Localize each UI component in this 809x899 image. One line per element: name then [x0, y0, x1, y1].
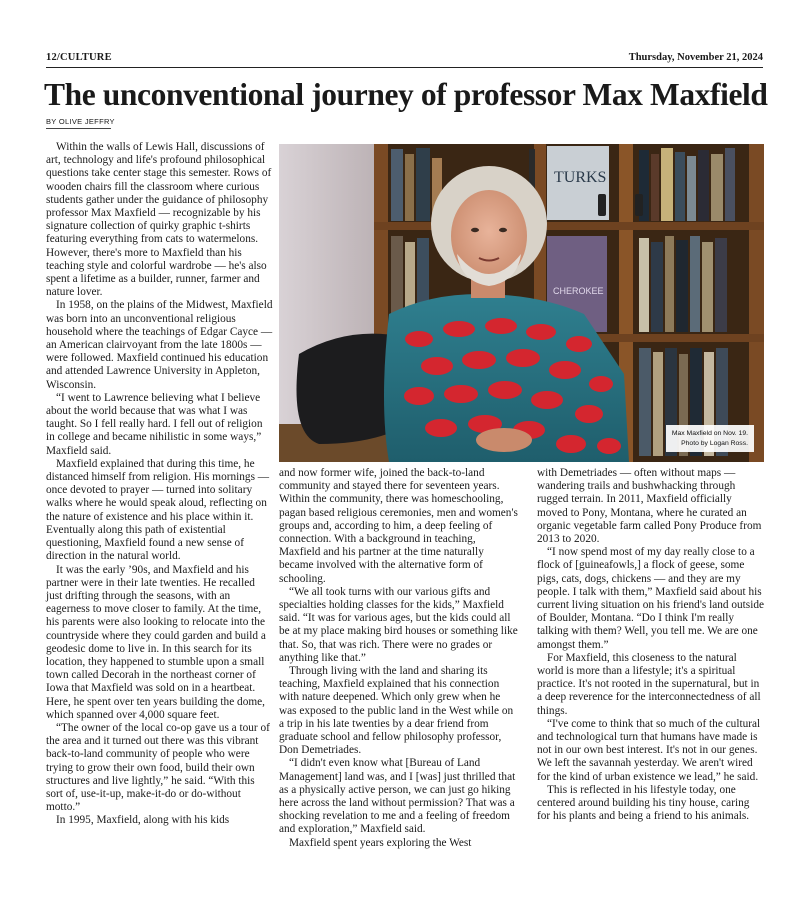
paragraph: “I've come to think that so much of the cultural and technological turn that humans have made is not in our own best interest. It's not in our genes. We left the savannah yesterday. We aren't wired for the kind of urban existence we lead,” he said. [537, 717, 761, 783]
header-rule [46, 67, 763, 68]
paragraph: “We all took turns with our various gifts and specialties holding classes for the kids,” Maxfield said. “It was for various ages, but the kids could all be at my place making bird houses or something like that. So, that was rich. There were no grades or anything like that.” [279, 585, 518, 664]
paragraph: “The owner of the local co-op gave us a tour of the area and it turned out there was this vibrant back-to-land community of people who were trying to grow their own food, build their own structures and live lightly,” he said. “With this sort of, use-it-up, make-it-do or do-without motto.” [46, 721, 270, 814]
paragraph: “I went to Lawrence believing what I believe about the world because that was what I was taught. So I fell really hard. I fell out of religion in college and became nihilistic in some ways,” Maxfield said. [46, 391, 263, 457]
caption-line-1: Max Maxfield on Nov. 19. [671, 430, 748, 437]
paragraph: In 1958, on the plains of the Midwest, Maxfield was born into an unconventional religious household where the teachings of Edgar Cayce — an American clairvoyant from the late 1800s — were followed. Maxfield continued his education and attended Lawrence University in Appleton, Wisconsin. [46, 299, 273, 391]
issue-date: Thursday, November 21, 2024 [628, 52, 763, 63]
paragraph: Through living with the land and sharing its teaching, Maxfield explained that his connection with nature deepened. Which only grew when he was exposed to the public land in the West while on a trip in his late twenties by a dear friend from graduate school and fellow philosophy professor, Don Demetriades. [279, 665, 514, 757]
portrait-photo [279, 144, 764, 462]
headline: The unconventional journey of professor Max Maxfield [44, 77, 768, 112]
paragraph: Maxfield spent years exploring the West [289, 836, 472, 849]
paragraph: “I now spend most of my day really close to a flock of [guineafowls,] a flock of geese, some pigs, cats, dogs, chickens — and they are my people. I talk with them,” Maxfield said about his current living situation on his friend's land outside of Boulder, Montana. “Do I think I'm really talking with them? Well, you tell me. We are one amongst them.” [537, 546, 764, 651]
paragraph: This is reflected in his lifestyle today, one centered around building his tiny house, caring for his plants and being a friend to his animals. [537, 783, 750, 823]
svg-text:CHEROKEE: CHEROKEE [553, 286, 604, 296]
portrait-illustration [279, 144, 764, 462]
paragraph: In 1995, Maxfield, along with his kids [56, 814, 230, 827]
paragraph: with Demetriades — often without maps — wandering trails and bushwhacking through rugged terrain. In 2011, Maxfield officially moved to Pony, Montana, where he curated an organic vegetable farm called Pony Produce from 2013 to 2020. [537, 467, 762, 546]
byline: BY OLIVE JEFFRY [46, 117, 115, 126]
paragraph: It was the early ’90s, and Maxfield and his partner were in their late twenties. He recalled just drifting through the seasons, with an eagerness to move closer to family. At the time, his parents were also looking to relocate into the countryside where they could garden and build a geodesic dome to live in. In this search for its location, they happened to stumble upon a small town called Decorah in the northeast corner of Iowa that Maxfield was sold on in a heartbeat. Here, he spent over ten years building the dome, which spanned over 4,000 square feet. [46, 563, 266, 721]
article-column-3 [537, 467, 765, 823]
section-label: 12/CULTURE [46, 52, 112, 63]
article-column-2 [279, 467, 519, 850]
paragraph: “I didn't even know what [Bureau of Land Management] land was, and I [was] just thrilled that as a physically active person, we can just go hiking here across the land without permission? That was a shocking revelation to me and a feeling of freedom and exploration,” Maxfield said. [279, 757, 516, 836]
caption-line-2: Photo by Logan Ross. [681, 439, 748, 447]
paragraph: For Maxfield, this closeness to the natural world is more than a lifestyle; it's a spiritual practice. It's not rooted in the supernatural, but in a deep reverence for the interconnectedness of all things. [537, 651, 761, 717]
byline-underline [46, 128, 111, 129]
article-column-1 [46, 141, 274, 828]
paragraph: and now former wife, joined the back-to-land community and stayed there for seventeen years. Within the community, there was homeschooling, pagan based religious ceremonies, men and women's groups and, according to him, a deep feeling of connection. With a background in teaching, Maxfield and his partner at the time naturally became involved with the alternative form of schooling. [279, 467, 518, 585]
paragraph: Within the walls of Lewis Hall, discussions of art, technology and life's profound philosophical questions take center stage this semester. Rows of wooden chairs fill the classroom where curious students gather under the guidance of philosophy professor Max Maxfield — recognizable by his signature collection of quirky graphic t-shirts featuring everything from cats to watermelons. However, there's more to Maxfield than his teaching style and colorful wardrobe — he's also spent a lifetime as a builder, runner, farmer and nature lover. [46, 141, 272, 299]
svg-text:TURKS: TURKS [554, 169, 607, 186]
photo-caption [666, 425, 754, 452]
paragraph: Maxfield explained that during this time, he distanced himself from religion. His mornings — once devoted to prayer — turned into solitary walks where he would speak aloud, reflecting on the nature of existence and his place within it. Eventually along this path of existential questioning, Maxfield found a new sense of direction in the natural world. [46, 457, 270, 563]
